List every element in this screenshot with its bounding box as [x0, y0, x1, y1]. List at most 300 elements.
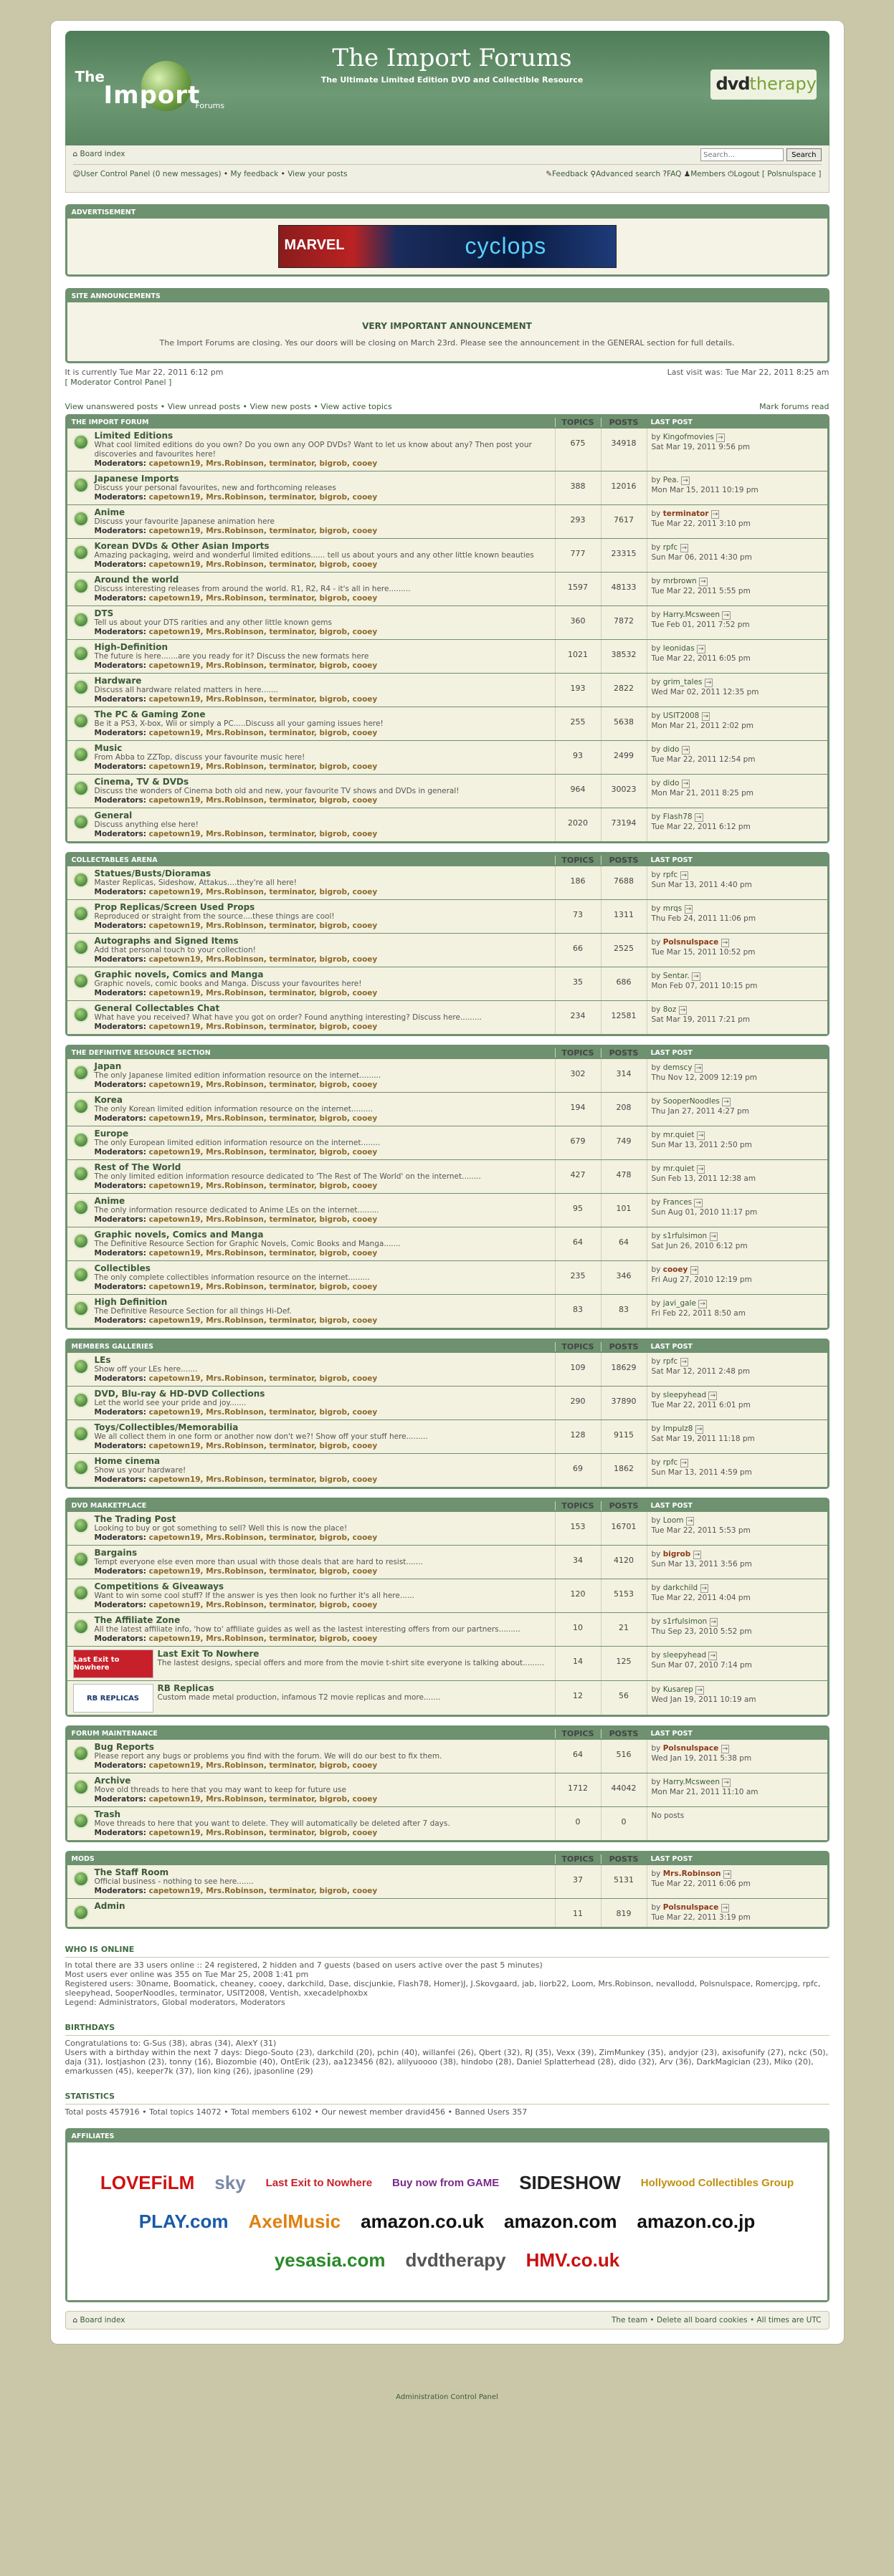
- moderators-list[interactable]: capetown19, Mrs.Robinson, terminator, bigrob, cooey: [148, 1533, 378, 1542]
- last-post-author[interactable]: Kingofmovies: [662, 433, 714, 441]
- last-post-author[interactable]: Flash78: [662, 813, 693, 821]
- forum-title[interactable]: Graphic novels, Comics and Manga: [94, 1230, 264, 1240]
- moderators-list[interactable]: capetown19, Mrs.Robinson, terminator, bigrob, cooey: [148, 1249, 378, 1258]
- view-latest-post-icon[interactable]: →: [696, 1426, 703, 1433]
- forum-title[interactable]: LEs: [94, 1355, 111, 1365]
- moderators-list[interactable]: capetown19, Mrs.Robinson, terminator, bigrob, cooey: [148, 1442, 378, 1450]
- view-latest-post-icon[interactable]: →: [683, 780, 689, 787]
- affiliate-logo[interactable]: amazon.co.uk: [361, 2210, 485, 2232]
- view-latest-post-icon[interactable]: →: [712, 511, 718, 518]
- last-post-author[interactable]: mr.quiet: [662, 1131, 695, 1139]
- forum-title[interactable]: Toys/Collectibles/Memorabilia: [94, 1422, 239, 1432]
- logout-icon: ⏻: [728, 170, 734, 178]
- last-visit: Last visit was: Tue Mar 22, 2011 8:25 am: [667, 368, 829, 377]
- moderators-label: Moderators:: [94, 989, 146, 997]
- post-count: 2822: [601, 674, 647, 707]
- last-post-author[interactable]: s1rfulsimon: [662, 1617, 708, 1626]
- last-post-author[interactable]: dido: [662, 779, 680, 787]
- view-latest-post-icon[interactable]: →: [700, 578, 706, 585]
- view-latest-post-icon[interactable]: →: [683, 477, 688, 484]
- view-latest-post-icon[interactable]: →: [703, 713, 709, 720]
- mark-forums-read-link[interactable]: Mark forums read: [759, 402, 829, 411]
- moderators-list[interactable]: capetown19, Mrs.Robinson, terminator, bigrob, cooey: [148, 1023, 378, 1031]
- forum-title[interactable]: Prop Replicas/Screen Used Props: [94, 902, 255, 912]
- forum-read-icon: [73, 612, 89, 628]
- last-post-date: Sun Mar 13, 2011 4:59 pm: [651, 1468, 752, 1477]
- ucp-link[interactable]: User Control Panel (0 new messages): [80, 170, 222, 178]
- view-latest-post-icon[interactable]: →: [693, 973, 699, 980]
- logo-text-main: Import: [103, 81, 201, 110]
- view-latest-post-icon[interactable]: →: [694, 1551, 700, 1558]
- view-latest-post-icon[interactable]: →: [723, 1779, 729, 1786]
- forum-title[interactable]: Europe: [94, 1129, 129, 1139]
- forum-description: What cool limited editions do you own? Do you own any OOP DVDs? Want to let us know about any? Then post your discoveries and favourites here!: [94, 441, 532, 459]
- topic-count: 186: [555, 866, 601, 899]
- ad-banner[interactable]: MARVEL cyclops: [278, 225, 617, 268]
- board-index-link[interactable]: Board index: [80, 150, 125, 158]
- moderators-list[interactable]: capetown19, Mrs.Robinson, terminator, bigrob, cooey: [148, 796, 378, 805]
- view-latest-post-icon[interactable]: →: [705, 679, 712, 686]
- affiliate-logo[interactable]: Hollywood Collectibles Group: [640, 2176, 794, 2189]
- moderators-list[interactable]: capetown19, Mrs.Robinson, terminator, bigrob, cooey: [148, 1374, 378, 1383]
- moderators-list[interactable]: capetown19, Mrs.Robinson, terminator, bigrob, cooey: [148, 888, 378, 896]
- last-post: by Harry.Mcsween → Tue Feb 01, 2011 7:52 pm: [647, 606, 827, 639]
- view-posts-link[interactable]: View your posts: [287, 170, 348, 178]
- moderators-list[interactable]: capetown19, Mrs.Robinson, terminator, bigrob, cooey: [148, 1634, 378, 1643]
- forum-title[interactable]: Bug Reports: [94, 1742, 154, 1752]
- moderators-list[interactable]: capetown19, Mrs.Robinson, terminator, bigrob, cooey: [148, 729, 378, 737]
- moderators-list[interactable]: capetown19, Mrs.Robinson, terminator, bigrob, cooey: [148, 1887, 378, 1895]
- affiliate-logo[interactable]: sky: [214, 2171, 246, 2193]
- forum-title[interactable]: Japan: [94, 1061, 122, 1071]
- moderators-list[interactable]: capetown19, Mrs.Robinson, terminator, bigrob, cooey: [148, 594, 378, 603]
- category-title[interactable]: MEMBERS GALLERIES: [71, 1342, 154, 1351]
- forum-description: What have you received? What have you got on order? Found anything interesting? Discuss here.........: [94, 1013, 482, 1022]
- last-post: by Flash78 → Tue Mar 22, 2011 6:12 pm: [647, 808, 827, 841]
- last-post: by Pea. → Mon Mar 15, 2011 10:19 pm: [647, 471, 827, 504]
- last-post-author[interactable]: darkchild: [662, 1584, 698, 1592]
- forum-title[interactable]: The Affiliate Zone: [94, 1615, 181, 1625]
- view-latest-post-icon[interactable]: →: [710, 1233, 717, 1240]
- forum-title[interactable]: Korea: [94, 1095, 123, 1105]
- last-post-header: LAST POST: [650, 1342, 693, 1351]
- category-title[interactable]: DVD MARKETPLACE: [71, 1501, 147, 1510]
- view-latest-post-icon[interactable]: →: [710, 1652, 716, 1660]
- last-post-author[interactable]: Sentar.: [662, 972, 690, 980]
- view-latest-post-icon[interactable]: →: [695, 1065, 702, 1072]
- forum-title[interactable]: Last Exit To Nowhere: [157, 1649, 260, 1659]
- partner-logo[interactable]: dvdtherapy: [710, 70, 817, 100]
- affiliates-label: AFFILIATES: [67, 2130, 827, 2142]
- forum-title[interactable]: Anime: [94, 1196, 125, 1206]
- last-post-author[interactable]: Polsnulspace: [662, 1744, 719, 1753]
- topics-header: TOPICS: [555, 1854, 601, 1864]
- category-header: [67, 1728, 827, 1739]
- view-latest-post-icon[interactable]: →: [723, 1098, 729, 1106]
- view-latest-post-icon[interactable]: →: [718, 434, 723, 441]
- view-latest-post-icon[interactable]: →: [695, 1200, 702, 1207]
- forum-row: [67, 1680, 827, 1715]
- last-post-date: Sun Mar 13, 2011 2:50 pm: [651, 1141, 752, 1149]
- last-post-author[interactable]: Pea.: [662, 476, 679, 484]
- moderators-list[interactable]: capetown19, Mrs.Robinson, terminator, bigrob, cooey: [148, 1215, 378, 1224]
- forum-read-icon: [73, 1301, 89, 1316]
- last-post-date: Tue Mar 22, 2011 3:10 pm: [651, 519, 751, 528]
- view-latest-post-icon[interactable]: →: [681, 872, 688, 879]
- forum-title[interactable]: Music: [94, 743, 123, 753]
- forum-row: [67, 504, 827, 538]
- footer-links[interactable]: The team • Delete all board cookies • All times are UTC: [611, 2316, 822, 2324]
- affiliate-logo[interactable]: amazon.co.jp: [637, 2210, 756, 2232]
- search-input[interactable]: [700, 148, 784, 161]
- footer-board-index-link[interactable]: Board index: [80, 2316, 125, 2324]
- forum-read-icon: [73, 747, 89, 762]
- forum-title[interactable]: Archive: [94, 1776, 131, 1786]
- forum-read-icon: [73, 679, 89, 695]
- forum-title[interactable]: Collectibles: [94, 1263, 151, 1273]
- last-post-author[interactable]: USIT2008: [662, 712, 700, 720]
- moderators-label: Moderators:: [94, 1114, 146, 1123]
- affiliate-logo[interactable]: LOVEFiLM: [100, 2171, 195, 2193]
- last-post-author[interactable]: 8oz: [662, 1005, 677, 1014]
- view-latest-post-icon[interactable]: →: [710, 1619, 717, 1626]
- forum-read-icon: [73, 814, 89, 830]
- last-post-date: Mon Feb 07, 2011 10:15 pm: [651, 982, 758, 990]
- forum-row: [67, 538, 827, 572]
- last-post-author[interactable]: rpfc: [662, 543, 678, 552]
- post-count: 1311: [601, 900, 647, 933]
- view-latest-post-icon[interactable]: →: [722, 1905, 728, 1912]
- advertisement-label: ADVERTISEMENT: [67, 206, 827, 219]
- forum-title[interactable]: High Definition: [94, 1297, 168, 1307]
- moderators-list[interactable]: capetown19, Mrs.Robinson, terminator, bigrob, cooey: [148, 661, 378, 670]
- last-post-author[interactable]: sleepyhead: [662, 1651, 707, 1660]
- post-count: 5638: [601, 707, 647, 740]
- last-post-author[interactable]: grim_tales: [662, 678, 703, 686]
- last-post-author[interactable]: Polsnulspace: [662, 938, 719, 947]
- moderators-list[interactable]: capetown19, Mrs.Robinson, terminator, bigrob, cooey: [148, 1475, 378, 1484]
- forum-row: [67, 1419, 827, 1453]
- forum-banner[interactable]: Last Exit to Nowhere: [73, 1649, 153, 1678]
- moderators-list[interactable]: capetown19, Mrs.Robinson, terminator, bigrob, cooey: [148, 1408, 378, 1417]
- last-post-author[interactable]: rpfc: [662, 1458, 678, 1467]
- last-post-author[interactable]: bigrob: [662, 1550, 691, 1558]
- forum-row: [67, 1773, 827, 1806]
- affiliate-logo[interactable]: yesasia.com: [274, 2249, 386, 2271]
- forum-row: [67, 1058, 827, 1092]
- forum-title[interactable]: Anime: [94, 507, 125, 517]
- category-title[interactable]: MODS: [71, 1854, 95, 1863]
- moderators-list[interactable]: capetown19, Mrs.Robinson, terminator, bigrob, cooey: [148, 921, 378, 930]
- last-post-author[interactable]: Harry.Mcsween: [662, 611, 721, 619]
- last-post-author[interactable]: Impulz8: [662, 1425, 693, 1433]
- forum-title[interactable]: DVD, Blu-ray & HD-DVD Collections: [94, 1389, 265, 1399]
- search-button[interactable]: Search: [786, 148, 821, 161]
- home-icon: ⌂: [72, 2316, 78, 2324]
- moderators-list[interactable]: capetown19, Mrs.Robinson, terminator, bigrob, cooey: [148, 628, 378, 636]
- view-latest-post-icon[interactable]: →: [698, 1166, 704, 1173]
- forum-row: [67, 1386, 827, 1419]
- last-post-author[interactable]: sleepyhead: [662, 1391, 707, 1399]
- moderators-list[interactable]: capetown19, Mrs.Robinson, terminator, bigrob, cooey: [148, 762, 378, 771]
- topics-header: TOPICS: [555, 418, 601, 427]
- moderators-label: Moderators:: [94, 921, 146, 930]
- view-latest-post-icon[interactable]: →: [724, 1871, 731, 1878]
- last-post-author[interactable]: mrqs: [662, 904, 683, 913]
- last-post-author[interactable]: terminator: [662, 509, 709, 518]
- last-post-date: Wed Mar 02, 2011 12:35 pm: [651, 688, 759, 696]
- forum-title[interactable]: Admin: [94, 1901, 125, 1911]
- moderators-list[interactable]: capetown19, Mrs.Robinson, terminator, bigrob, cooey: [148, 695, 378, 704]
- moderators-list[interactable]: capetown19, Mrs.Robinson, terminator, bigrob, cooey: [148, 989, 378, 997]
- last-post-author[interactable]: Frances: [662, 1198, 693, 1207]
- feedback-link[interactable]: Feedback: [552, 170, 589, 178]
- forum-read-icon: [73, 1267, 89, 1283]
- last-post-author[interactable]: demscy: [662, 1063, 693, 1072]
- forum-description: Move threads to here that you want to delete. They will automatically be deleted after 7 days.: [94, 1819, 450, 1828]
- forum-row: [67, 899, 827, 933]
- forum-title[interactable]: General Collectables Chat: [94, 1003, 220, 1013]
- posts-header: POSTS: [601, 1342, 647, 1351]
- last-post-author[interactable]: dido: [662, 745, 680, 754]
- moderators-list[interactable]: capetown19, Mrs.Robinson, terminator, bigrob, cooey: [148, 493, 378, 502]
- view-latest-post-icon[interactable]: →: [710, 1392, 716, 1399]
- view-latest-post-icon[interactable]: →: [681, 545, 688, 552]
- moderators-list[interactable]: capetown19, Mrs.Robinson, terminator, bigrob, cooey: [148, 1601, 378, 1609]
- affiliate-logo[interactable]: AxelMusic: [248, 2210, 341, 2232]
- forum-description: Looking to buy or got something to sell? Well this is now the place!: [94, 1524, 348, 1533]
- view-latest-post-icon[interactable]: →: [695, 814, 702, 821]
- moderators-label: Moderators:: [94, 493, 146, 502]
- affiliate-logo[interactable]: SIDESHOW: [519, 2171, 621, 2193]
- last-post: by Loom → Tue Mar 22, 2011 5:53 pm: [647, 1512, 827, 1545]
- forum-title[interactable]: High-Definition: [94, 642, 168, 652]
- last-post: by rpfc → Sun Mar 13, 2011 4:59 pm: [647, 1454, 827, 1487]
- view-latest-post-icon[interactable]: →: [698, 1132, 704, 1139]
- forum-title[interactable]: Around the world: [94, 575, 179, 585]
- admin-control-panel-link[interactable]: Administration Control Panel: [396, 2393, 498, 2401]
- affiliates-logos: [67, 2142, 827, 2300]
- moderators-list[interactable]: capetown19, Mrs.Robinson, terminator, bigrob, cooey: [148, 1081, 378, 1089]
- faq-link[interactable]: FAQ: [667, 170, 682, 178]
- forum-title[interactable]: General: [94, 810, 133, 820]
- site-logo[interactable]: [75, 52, 233, 124]
- moderators-list[interactable]: capetown19, Mrs.Robinson, terminator, bigrob, cooey: [148, 1283, 378, 1291]
- forum-title[interactable]: Japanese Imports: [94, 474, 179, 484]
- forum-title[interactable]: DTS: [94, 608, 114, 618]
- affiliate-logo[interactable]: PLAY.com: [138, 2210, 229, 2232]
- navbar: ⌂ Board index Search... Search ☺User Control Panel (0 new messages) • My feedback • View your posts ✎Feedback ⚲Advanced search ?FAQ ♟Members ⏻Logout [ Polsnulspace ]: [65, 145, 829, 193]
- category-header: [67, 854, 827, 866]
- forum-title[interactable]: Cinema, TV & DVDs: [94, 777, 189, 787]
- forum-row: [67, 1511, 827, 1545]
- last-post-author[interactable]: mr.quiet: [662, 1164, 695, 1173]
- moderators-label: Moderators:: [94, 527, 146, 535]
- last-post: by rpfc → Sun Mar 06, 2011 4:30 pm: [647, 539, 827, 572]
- moderators-list[interactable]: capetown19, Mrs.Robinson, terminator, bigrob, cooey: [148, 459, 378, 468]
- moderators-label: Moderators:: [94, 830, 146, 838]
- affiliate-logo[interactable]: HMV.co.uk: [526, 2249, 620, 2271]
- view-latest-post-icon[interactable]: →: [722, 939, 728, 947]
- moderators-list[interactable]: capetown19, Mrs.Robinson, terminator, bigrob, cooey: [148, 1148, 378, 1157]
- search-quick-links[interactable]: View unanswered posts • View unread posts • View new posts • View active topics: [65, 402, 392, 411]
- moderators-list[interactable]: capetown19, Mrs.Robinson, terminator, bigrob, cooey: [148, 1182, 378, 1190]
- forum-banner[interactable]: RB REPLICAS: [73, 1684, 153, 1713]
- moderators-list[interactable]: capetown19, Mrs.Robinson, terminator, bigrob, cooey: [148, 560, 378, 569]
- statistics-text: Total posts 457916 • Total topics 14072 • Total members 6102 • Our newest member dravid456 • Banned Users 357: [65, 2107, 528, 2117]
- category-title[interactable]: FORUM MAINTENANCE: [71, 1729, 158, 1738]
- forum-read-icon: [73, 1460, 89, 1475]
- forum-title[interactable]: Hardware: [94, 676, 142, 686]
- forum-title[interactable]: RB Replicas: [157, 1683, 214, 1693]
- category-title[interactable]: COLLECTABLES ARENA: [71, 856, 158, 864]
- last-post: by Harry.Mcsween → Mon Mar 21, 2011 11:10 am: [647, 1773, 827, 1806]
- forum-read-icon: [73, 1233, 89, 1249]
- category-title[interactable]: THE IMPORT FORUM: [71, 418, 149, 426]
- moderators-label: Moderators:: [94, 729, 146, 737]
- moderators-list[interactable]: capetown19, Mrs.Robinson, terminator, bigrob, cooey: [148, 1316, 378, 1325]
- last-post-date: Sun Mar 13, 2011 4:40 pm: [651, 881, 752, 889]
- forum-title[interactable]: Trash: [94, 1809, 121, 1819]
- affiliate-logo[interactable]: Buy now from GAME: [392, 2176, 500, 2189]
- posts-header: POSTS: [601, 418, 647, 427]
- forum-description: Official business - nothing to see here.......: [94, 1877, 254, 1886]
- topic-count: 290: [555, 1387, 601, 1419]
- last-post-author[interactable]: Kusarep: [662, 1685, 693, 1694]
- post-count: 314: [601, 1059, 647, 1092]
- members-link[interactable]: Members: [690, 170, 726, 178]
- view-latest-post-icon[interactable]: →: [697, 1687, 703, 1694]
- view-latest-post-icon[interactable]: →: [691, 1267, 698, 1274]
- last-post-author[interactable]: leonidas: [662, 644, 695, 653]
- forum-title[interactable]: Korean DVDs & Other Asian Imports: [94, 541, 270, 551]
- advanced-search-link[interactable]: Advanced search: [596, 170, 661, 178]
- moderators-label: Moderators:: [94, 1829, 146, 1837]
- post-count: 16701: [601, 1512, 647, 1545]
- view-latest-post-icon[interactable]: →: [680, 1007, 686, 1014]
- page-wrapper: [50, 20, 845, 2345]
- last-post-author[interactable]: rpfc: [662, 871, 678, 879]
- view-latest-post-icon[interactable]: →: [687, 1518, 693, 1525]
- home-icon: ⌂: [72, 150, 78, 158]
- view-latest-post-icon[interactable]: →: [683, 747, 689, 754]
- affiliate-logo[interactable]: Last Exit to Nowhere: [265, 2176, 373, 2189]
- user-icon: ☺: [72, 170, 81, 178]
- forum-title[interactable]: Rest of The World: [94, 1162, 181, 1172]
- logout-link[interactable]: Logout [ Polsnulspace ]: [733, 170, 822, 178]
- forum-read-icon: [73, 1619, 89, 1634]
- forum-title[interactable]: Autographs and Signed Items: [94, 936, 239, 946]
- last-post-date: Tue Mar 22, 2011 6:01 pm: [651, 1401, 751, 1409]
- last-post-date: Tue Mar 22, 2011 12:54 pm: [651, 755, 756, 764]
- forum-description: The Definitive Resource Section for all things Hi-Def.: [94, 1307, 292, 1316]
- last-post: by Kusarep → Wed Jan 19, 2011 10:19 am: [647, 1681, 827, 1715]
- forum-row: [67, 1294, 827, 1328]
- affiliate-logo[interactable]: dvdtherapy: [405, 2249, 506, 2271]
- last-post-date: Tue Mar 22, 2011 4:04 pm: [651, 1594, 751, 1602]
- category-title[interactable]: THE DEFINITIVE RESOURCE SECTION: [71, 1048, 211, 1057]
- post-count: 208: [601, 1093, 647, 1126]
- last-post-author[interactable]: Polsnulspace: [662, 1903, 719, 1912]
- last-post-date: No posts: [651, 1811, 685, 1820]
- last-post-author[interactable]: s1rfulsimon: [662, 1232, 708, 1240]
- last-post-author[interactable]: cooey: [662, 1265, 688, 1274]
- view-latest-post-icon[interactable]: →: [685, 906, 692, 913]
- forum-title[interactable]: Statues/Busts/Dioramas: [94, 868, 211, 878]
- post-count: 749: [601, 1126, 647, 1159]
- forum-description: The only Korean limited edition information resource on the internet.........: [94, 1105, 373, 1114]
- current-time: It is currently Tue Mar 22, 2011 6:12 pm: [65, 368, 224, 377]
- last-post-date: Tue Mar 22, 2011 6:06 pm: [651, 1880, 751, 1888]
- moderators-label: Moderators:: [94, 661, 146, 670]
- last-post-author[interactable]: SooperNoodles: [662, 1097, 720, 1106]
- forum-read-icon: [73, 1426, 89, 1442]
- view-latest-post-icon[interactable]: →: [723, 612, 729, 619]
- moderators-list[interactable]: capetown19, Mrs.Robinson, terminator, bigrob, cooey: [148, 527, 378, 535]
- last-post-date: Sun Mar 13, 2011 3:56 pm: [651, 1560, 752, 1569]
- topic-count: 37: [555, 1865, 601, 1898]
- moderators-list[interactable]: capetown19, Mrs.Robinson, terminator, bigrob, cooey: [148, 955, 378, 964]
- post-count: 21: [601, 1613, 647, 1646]
- last-post-author[interactable]: Mrs.Robinson: [662, 1869, 721, 1878]
- topic-count: 427: [555, 1160, 601, 1193]
- moderators-list[interactable]: capetown19, Mrs.Robinson, terminator, bigrob, cooey: [148, 1567, 378, 1576]
- view-latest-post-icon[interactable]: →: [722, 1746, 728, 1753]
- last-post-author[interactable]: Harry.Mcsween: [662, 1778, 721, 1786]
- affiliate-logo[interactable]: amazon.com: [504, 2210, 617, 2232]
- topic-count: 35: [555, 967, 601, 1000]
- forum-title[interactable]: The Staff Room: [94, 1867, 169, 1877]
- last-post-author[interactable]: Loom: [662, 1516, 684, 1525]
- moderators-list[interactable]: capetown19, Mrs.Robinson, terminator, bigrob, cooey: [148, 1829, 378, 1837]
- forum-title[interactable]: The Trading Post: [94, 1514, 176, 1524]
- forum-row: [67, 808, 827, 841]
- forum-description: Let the world see your pride and joy.......: [94, 1399, 247, 1407]
- last-post-date: Tue Mar 22, 2011 6:05 pm: [651, 654, 751, 663]
- forum-description: Graphic novels, comic books and Manga. Discuss your favourites here!: [94, 980, 362, 988]
- last-post-author[interactable]: rpfc: [662, 1357, 678, 1366]
- moderators-list[interactable]: capetown19, Mrs.Robinson, terminator, bigrob, cooey: [148, 830, 378, 838]
- forum-category: [65, 1725, 829, 1842]
- forum-title[interactable]: Graphic novels, Comics and Manga: [94, 969, 264, 980]
- moderators-list[interactable]: capetown19, Mrs.Robinson, terminator, bigrob, cooey: [148, 1114, 378, 1123]
- view-latest-post-icon[interactable]: →: [681, 1359, 688, 1366]
- last-post-author[interactable]: javi_gale: [662, 1299, 696, 1308]
- view-latest-post-icon[interactable]: →: [698, 646, 704, 653]
- forum-title[interactable]: Competitions & Giveaways: [94, 1581, 224, 1591]
- forum-title[interactable]: Bargains: [94, 1548, 138, 1558]
- forum-title[interactable]: The PC & Gaming Zone: [94, 709, 206, 719]
- moderator-cp-link[interactable]: [ Moderator Control Panel ]: [65, 378, 172, 387]
- view-latest-post-icon[interactable]: →: [681, 1460, 688, 1467]
- last-post: by leonidas → Tue Mar 22, 2011 6:05 pm: [647, 640, 827, 673]
- moderators-list[interactable]: capetown19, Mrs.Robinson, terminator, bigrob, cooey: [148, 1761, 378, 1770]
- last-post-author[interactable]: mrbrown: [662, 577, 697, 585]
- forum-read-icon: [73, 1392, 89, 1408]
- forum-title[interactable]: Home cinema: [94, 1456, 161, 1466]
- forum-title[interactable]: Limited Editions: [94, 431, 173, 441]
- view-latest-post-icon[interactable]: →: [700, 1301, 705, 1308]
- forum-description: We all collect them in one form or another now don't we?! Show off your stuff here.........: [94, 1432, 428, 1441]
- announcement-heading: VERY IMPORTANT ANNOUNCEMENT: [362, 321, 532, 331]
- my-feedback-link[interactable]: My feedback: [230, 170, 279, 178]
- moderators-list[interactable]: capetown19, Mrs.Robinson, terminator, bigrob, cooey: [148, 1795, 378, 1804]
- last-post-header: LAST POST: [650, 1501, 693, 1510]
- forum-description: Amazing packaging, weird and wonderful limited editions...... tell us about yours and any other little known beauties: [94, 551, 534, 560]
- forum-row: [67, 428, 827, 471]
- view-latest-post-icon[interactable]: →: [701, 1585, 708, 1592]
- post-count: 2499: [601, 741, 647, 774]
